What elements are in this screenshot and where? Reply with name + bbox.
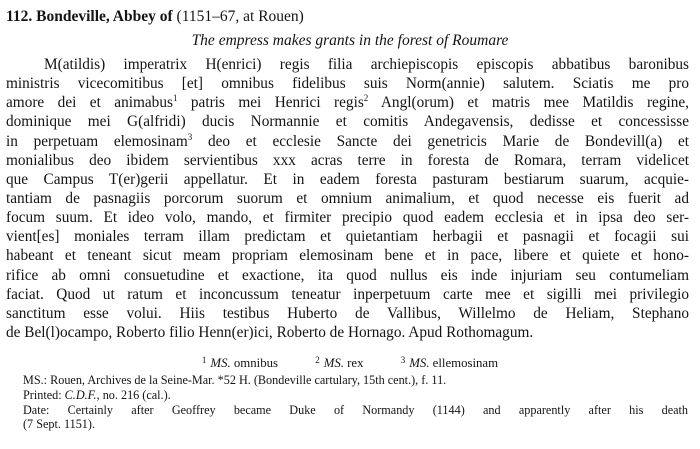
footnote — [202, 356, 278, 370]
printed-source — [23, 388, 688, 403]
manuscript-text: Rouen, Archives de la Seine-Mar. *52 H. (Bondeville cartulary, 15th cent.), f. 11. — [50, 373, 447, 387]
footnote — [315, 356, 363, 370]
critical-apparatus — [23, 373, 688, 432]
footnote-marker: 2 — [363, 93, 369, 104]
charter-line: ministris vicecomitibus [et] omnibus fidelibus suis Norm(annie) salutem. Sciatis me pro — [6, 75, 689, 93]
charter-line: habeant et teneant sicut meam propriam elemosinam bene et in pace, libere et quiete et hono- — [6, 247, 689, 265]
entry-title: Bondeville, Abbey of — [36, 8, 173, 25]
entry-heading — [6, 8, 304, 26]
printed-text: , no. 216 (cal.). — [96, 387, 171, 402]
footnote-label: MS. — [323, 356, 344, 370]
date-note-continued: (7 Sept. 1151). — [23, 417, 95, 432]
charter-line: rifice ab omni consuetudine et exactione, ita quod nullus eis inde injuriam seu contumeliam — [6, 266, 689, 284]
entry-date-place: (1151–67, at Rouen) — [176, 8, 304, 25]
manuscript-label: MS.: — [23, 373, 48, 387]
charter-text — [6, 55, 689, 342]
charter-line: sanctitum esse volui. Hiis testibus Huberto de Vallibus, Willelmo de Heliam, Stephano — [6, 304, 689, 322]
charter-text-run: patris mei Henrici regis — [177, 94, 364, 112]
charter-line: M(atildis) imperatrix H(enrici) regis filia archiepiscopis episcopis abbatibus baronibus — [44, 56, 689, 73]
charter-text-run: in perpetuam elemosinam — [6, 132, 188, 150]
charter-line — [6, 132, 689, 151]
footnotes — [0, 352, 700, 371]
footnote-label: MS. — [210, 356, 231, 370]
charter-line: de Bel(l)ocampo, Roberto filio Henn(er)ici, Roberto de Hornago. Apud Rothomagum. — [6, 323, 534, 341]
charter-line: monialibus deo ibidem servientibus xxx acras terre in foresta de Romara, terram videlicet — [6, 151, 689, 169]
manuscript-source — [23, 373, 688, 388]
charter-line: dominique mei G(alfridi) ducis Normannie et comitis Andegavensis, dedisse et concessisse — [6, 113, 689, 131]
footnote-marker: 1 — [172, 93, 178, 104]
charter-line: que Campus T(er)gerii appellatur. Et in eadem foresta pasturam bestiarum suarum, acquie- — [6, 170, 689, 188]
footnote-number: 3 — [400, 355, 406, 365]
entry-subtitle: The empress makes grants in the forest of Roumare — [191, 32, 509, 49]
footnote-text: ellemosinam — [432, 356, 499, 370]
charter-line — [6, 93, 689, 112]
charter-line: faciat. Quod ut ratum et inconcussum teneatur inperpetuum carte mee et sigilli mei privilegio — [6, 285, 689, 303]
date-note — [23, 403, 688, 418]
footnote-marker: 3 — [187, 131, 193, 142]
footnote — [401, 356, 498, 370]
charter-line: vient[es] moniales terram illam predictam et quietantiam herbagii et pasnagii et focagii sui — [6, 228, 689, 246]
charter-line: tantiam de pasnagiis porcorum suorum et omnium animalium, et quod necesse eis fuerit ad — [6, 189, 689, 207]
footnote-number: 1 — [201, 355, 207, 365]
date-label: Date: — [23, 402, 50, 417]
printed-source-title: C.D.F. — [64, 387, 97, 402]
footnote-label: MS. — [409, 356, 430, 370]
printed-label: Printed: — [23, 387, 62, 402]
footnote-number: 2 — [315, 355, 320, 365]
footnote-text: omnibus — [233, 356, 278, 370]
charter-text-run: deo et ecclesie Sancte dei genetricis Marie de Bondevill(a) et — [192, 132, 689, 150]
charter-text-run: amore dei et animabus — [6, 94, 173, 112]
charter-text-run: Angl(orum) et matris mee Matildis regine, — [368, 94, 690, 112]
footnote-text: rex — [347, 356, 364, 370]
charter-line: focum suum. Et ideo volo, mando, et firmiter precipio quod eadem ecclesia et in ipsa deo ser- — [6, 209, 689, 227]
date-text: Certainly after Geoffrey became Duke of Normandy (1144) and apparently after his death — [67, 402, 688, 417]
entry-number: 112. — [6, 8, 33, 25]
